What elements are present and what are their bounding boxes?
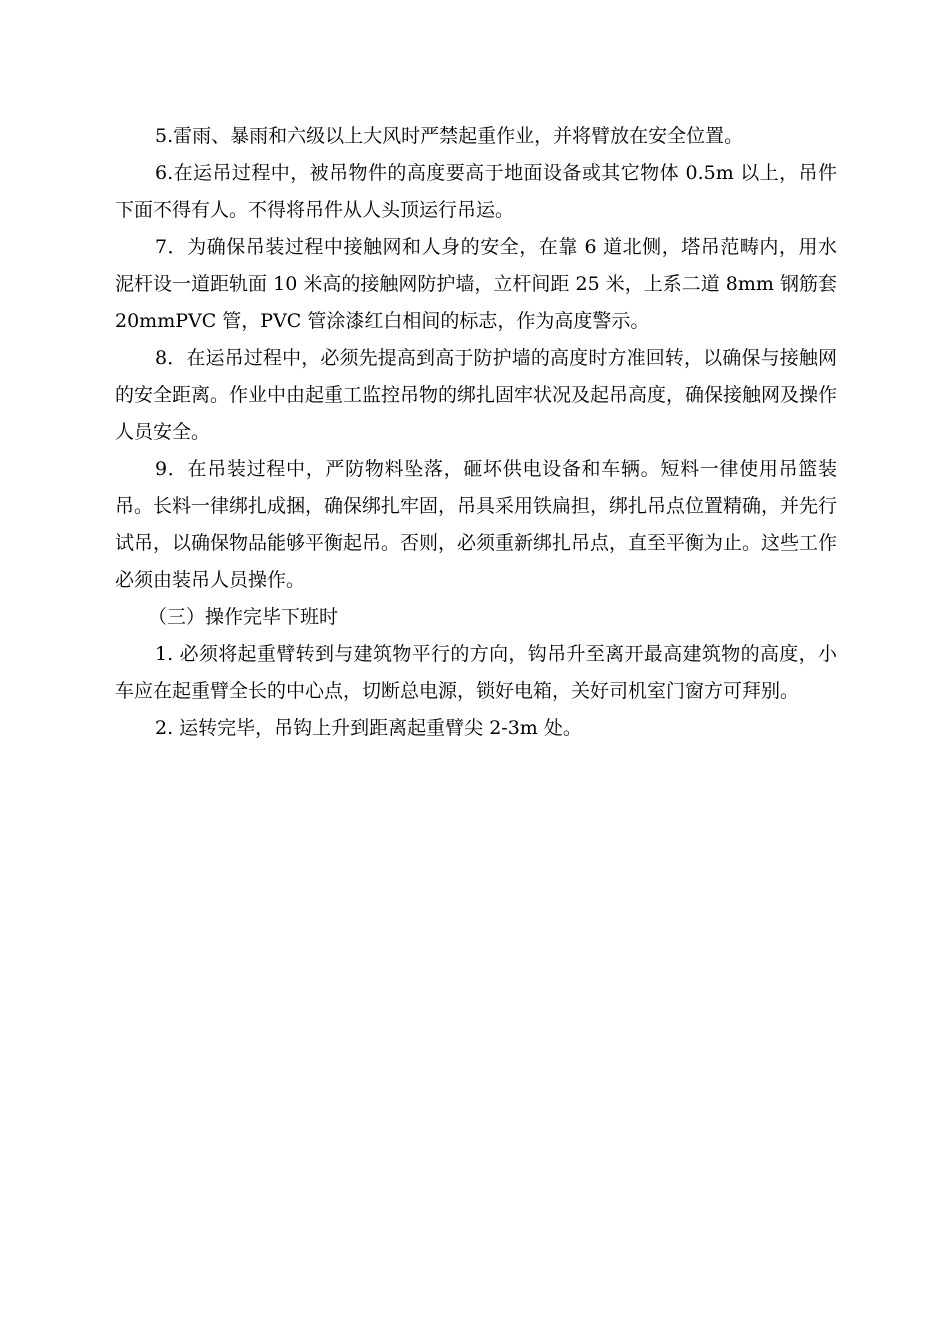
document-body <box>115 118 837 747</box>
paragraph-item-8: 8．在运吊过程中，必须先提高到高于防护墙的高度时方准回转，以确保与接触网的安全距离。作业中由起重工监控吊物的绑扎固牢状况及起吊高度，确保接触网及操作人员安全。 <box>115 347 838 443</box>
paragraph-item-6: 6.在运吊过程中，被吊物件的高度要高于地面设备或其它物体 0.5m 以上，吊件下面不得有人。不得将吊件从人头顶运行吊运。 <box>115 162 837 221</box>
paragraph-item-9: 9．在吊装过程中，严防物料坠落，砸坏供电设备和车辆。短料一律使用吊篮装吊。长料一律绑扎成捆，确保绑扎牢固，吊具采用铁扁担，绑扎吊点位置精确，并先行试吊，以确保物品能够平衡起吊。否则，必须重新绑扎吊点，直至平衡为止。这些工作必须由装吊人员操作。 <box>115 458 838 591</box>
paragraph-item-5: 5.雷雨、暴雨和六级以上大风时严禁起重作业，并将臂放在安全位置。 <box>155 125 744 147</box>
paragraph-item-7: 7．为确保吊装过程中接触网和人身的安全，在靠 6 道北侧，塔吊范畴内，用水泥杆设一道距轨面 10 米高的接触网防护墙，立杆间距 25 米，上系二道 8mm 钢筋套 20mmPVC 管，PVC 管涂漆红白相间的标志，作为高度警示。 <box>115 236 837 332</box>
section-heading: （三）操作完毕下班时 <box>148 606 339 628</box>
section-paragraph-1: 1. 必须将起重臂转到与建筑物平行的方向，钩吊升至离开最高建筑物的高度，小车应在起重臂全长的中心点，切断总电源，锁好电箱，关好司机室门窗方可拜别。 <box>115 643 837 702</box>
section-paragraph-2: 2. 运转完毕，吊钩上升到距离起重臂尖 2-3m 处。 <box>155 717 582 739</box>
